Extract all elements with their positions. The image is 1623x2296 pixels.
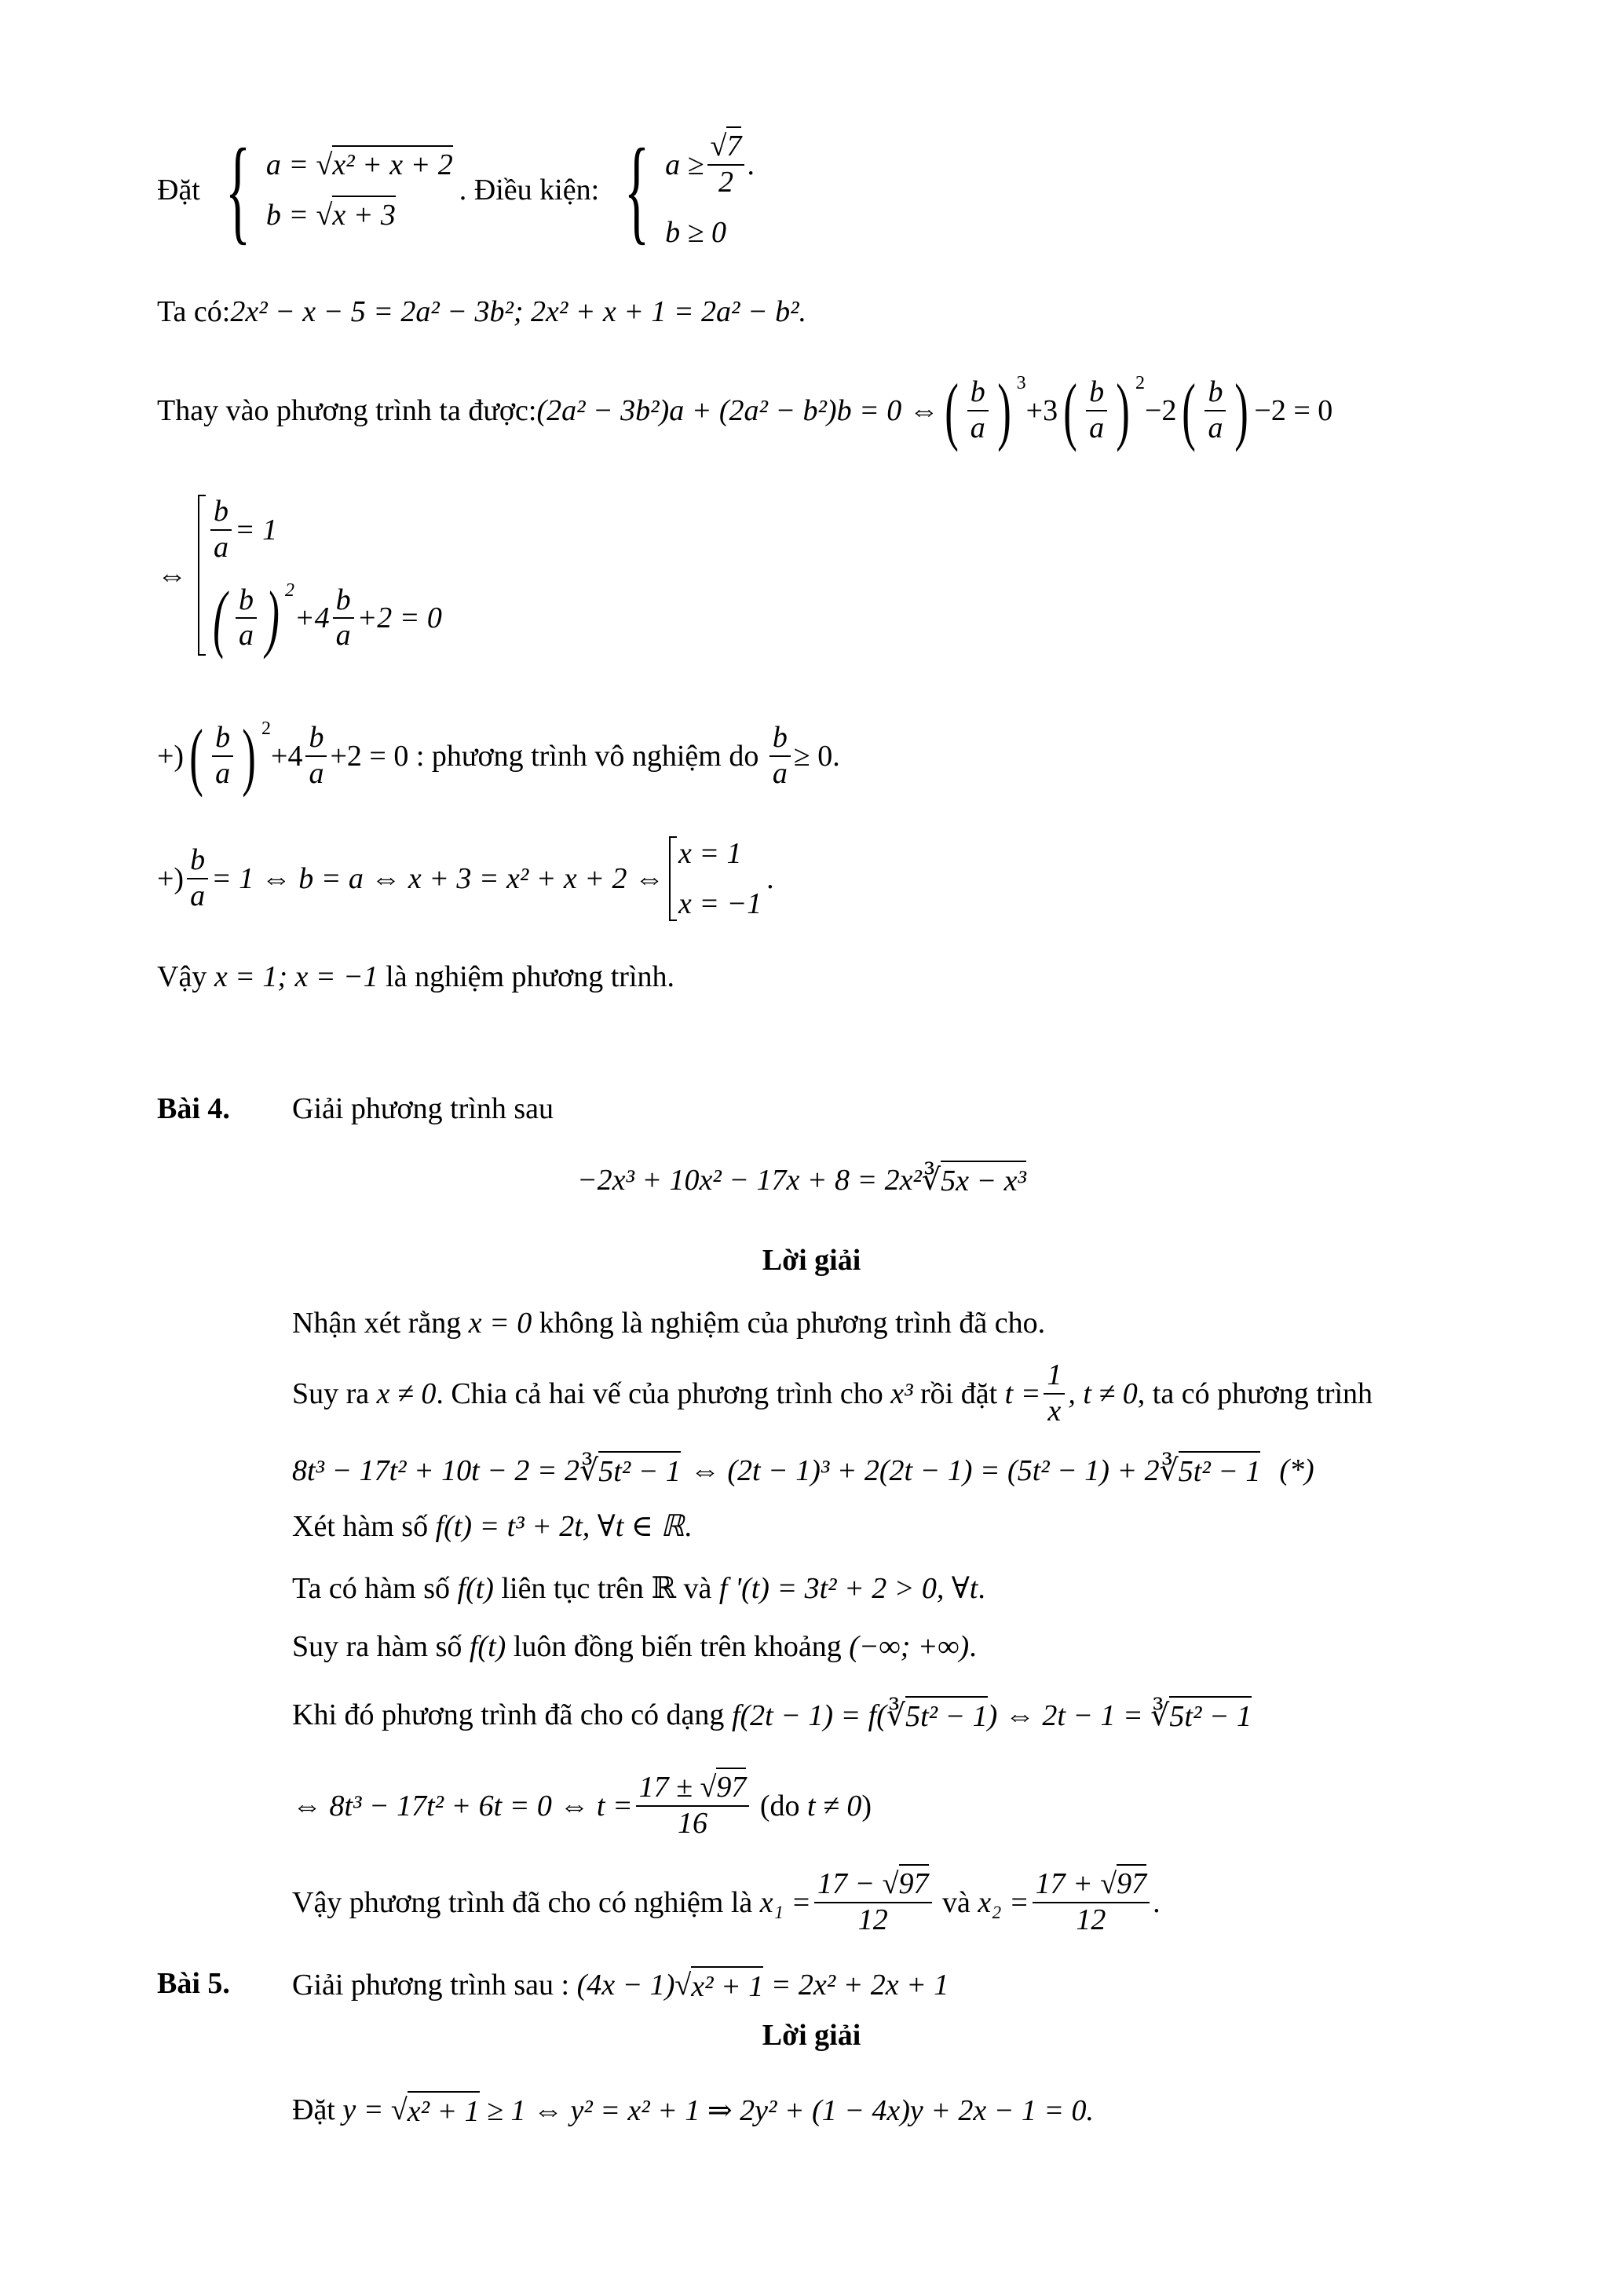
radicand: x² + 1 (408, 2091, 480, 2129)
math: +4 (271, 740, 303, 773)
solution-line (292, 1867, 1161, 1937)
text: Ta có hàm số (292, 1571, 458, 1605)
text: . (684, 1509, 693, 1543)
radicand: 5t² − 1 (1179, 1451, 1261, 1489)
problem-5-label: Bài 5. (157, 1967, 230, 2000)
math: y = √ (342, 2093, 408, 2126)
problem-4-title: Giải phương trình sau (292, 1092, 554, 1125)
text: luôn đồng biến trên khoảng (506, 1630, 850, 1663)
exponent: 3 (1016, 373, 1026, 393)
math: a = √ (265, 148, 333, 181)
math: b (305, 721, 327, 757)
text: (do (752, 1789, 807, 1823)
math: 2x² − x − 5 = 2a² − 3b²; 2x² + x + 1 = 2a² − b². (230, 295, 806, 328)
substitute-line: Thay vào phương trình ta được: (2a² − 3b²)a + (2a² − b²)b = 0 ⇔ ( $\frac{b}{a}$ ) $^3$ +3 ( $\frac{b}{a}$ ) $^2$ −2 ( $\frac{b}{a}$ ) −2 = 0 (157, 368, 1333, 452)
equation-tag: (*) (1279, 1453, 1314, 1486)
solution-line (292, 1771, 872, 1841)
text: Xét hàm số (292, 1509, 436, 1543)
math: x₂ = (978, 1885, 1029, 1919)
math: +2 = 0 (356, 601, 442, 635)
math: b (187, 843, 208, 879)
math: +4 (294, 601, 330, 635)
math: f '(t) = 3t² + 2 > 0, ∀t (718, 1572, 978, 1605)
radicand: x² + x + 2 (332, 145, 452, 181)
math: = 1 (235, 513, 278, 547)
ta-co-line (157, 294, 806, 329)
brace: { (623, 124, 650, 255)
math: 1 (1044, 1358, 1065, 1395)
brace: { (225, 124, 251, 255)
math: a (772, 757, 788, 790)
text: và (676, 1571, 719, 1605)
math: b ≥ 0 (665, 216, 727, 250)
text: Nhận xét rằng (292, 1307, 469, 1340)
math: ⇔ (2t − 1)³ + 2(2t − 1) = (5t² − 1) + 2∛ (689, 1453, 1179, 1487)
text: không là nghiệm của phương trình đã cho. (532, 1307, 1046, 1340)
text: . (978, 1571, 985, 1605)
problem-4-label: Bài 4. (157, 1092, 230, 1125)
math: x = 1 (678, 837, 742, 870)
math: 16 (677, 1806, 707, 1840)
math: +3 (1025, 394, 1058, 427)
math: b (769, 721, 791, 757)
solution-heading: Lời giải (762, 1244, 861, 1277)
text: và (934, 1885, 978, 1919)
solution-line (292, 2091, 1094, 2129)
math: (4x − 1)√ (576, 1969, 692, 2002)
solution-line (292, 1508, 692, 1544)
math: f(t) = t³ + 2t, ∀t ∈ ℝ (435, 1510, 685, 1543)
math: x (1047, 1394, 1062, 1428)
radicand: 5x − x³ (941, 1161, 1026, 1198)
problem-5-title (292, 1966, 949, 2004)
math: ⇔ 8t³ − 17t² + 6t = 0 ⇔ t = (292, 1789, 633, 1823)
math: x₁ = (759, 1885, 812, 1919)
radicand: x + 3 (332, 196, 396, 232)
radicand: 97 (716, 1768, 746, 1804)
bracket-line (157, 495, 447, 660)
math: x = 1; x = −1 (214, 960, 378, 993)
solution-line (292, 1696, 1252, 1734)
text: Suy ra hàm số (292, 1630, 470, 1663)
text: . Chia cả hai vế của phương trình cho (436, 1377, 891, 1410)
text: Vậy phương trình đã cho có nghiệm là (292, 1885, 760, 1919)
exponent: 2 (284, 580, 294, 601)
system (266, 148, 453, 232)
math: t = (1004, 1377, 1041, 1410)
text: +) (157, 862, 185, 895)
math: f(2t − 1) = f(∛ (731, 1698, 906, 1732)
radicand: 5t² − 1 (905, 1696, 988, 1734)
math: −2x³ + 10x² − 17x + 8 = 2x²∛ (577, 1163, 941, 1197)
or-bracket (669, 836, 762, 921)
math: , t ≠ 0 (1068, 1377, 1138, 1410)
math: a ≥ (665, 148, 704, 181)
text: ) (861, 1789, 872, 1823)
text: liên tục trên (493, 1571, 652, 1605)
text: Đặt (292, 2093, 343, 2126)
radicand: 5t² − 1 (598, 1451, 681, 1489)
math: a (214, 530, 228, 564)
math: a (1208, 411, 1223, 444)
text: Đặt (157, 173, 200, 207)
conclusion-line (157, 960, 674, 994)
math: 8t³ − 17t² + 10t − 2 = 2∛ (292, 1453, 599, 1487)
math: a (238, 619, 254, 653)
condition-system (665, 130, 755, 250)
math: (−∞; +∞) (849, 1630, 970, 1663)
exponent: 2 (261, 718, 272, 739)
math: −2 (1145, 394, 1177, 427)
text: . Điều kiện: (459, 173, 600, 207)
math: a (1089, 411, 1105, 444)
problem-4-equation (577, 1161, 1026, 1198)
math: √ (710, 130, 727, 163)
math: 17 − √ (817, 1867, 899, 1900)
math: x³ (890, 1377, 913, 1410)
math: 17 ± √ (638, 1771, 717, 1804)
math: b (212, 721, 233, 757)
math: b = √ (265, 198, 333, 232)
math: = 2x² + 2x + 1 (763, 1969, 949, 2002)
text: . (748, 148, 755, 181)
math: b (236, 583, 257, 620)
math: ℝ (651, 1572, 677, 1605)
equiv: ⇔ (157, 558, 187, 592)
exponent: 2 (1135, 373, 1146, 393)
math: a (215, 757, 231, 790)
solution-line (292, 1629, 977, 1664)
text: Suy ra (292, 1377, 377, 1410)
math: t ≠ 0 (806, 1789, 862, 1823)
radicand: 97 (1117, 1864, 1146, 1900)
solution-line (292, 1451, 1314, 1489)
text: : phương trình vô nghiệm do (408, 740, 766, 773)
text: Khi đó phương trình đã cho có dạng (292, 1698, 732, 1731)
math: x = 0 (468, 1307, 532, 1340)
radicand: 5t² − 1 (1169, 1696, 1252, 1734)
math: 17 + √ (1035, 1867, 1117, 1900)
math: a (970, 411, 985, 444)
math: 2 (718, 165, 733, 199)
math: a (190, 879, 206, 912)
text: Thay vào phương trình ta được: (157, 394, 537, 427)
math: ≥ 1 ⇔ y² = x² + 1 ⇒ 2y² + (1 − 4x)y + 2x − 1 = 0. (479, 2093, 1095, 2127)
text: Ta có: (157, 295, 231, 328)
math: b (333, 583, 354, 620)
text: rồi đặt (912, 1377, 1005, 1410)
radicand: x² + 1 (691, 1966, 763, 2004)
math: a (335, 619, 351, 653)
math: b (1204, 375, 1226, 411)
substitution-line (157, 124, 755, 255)
solution-line (292, 1358, 1373, 1428)
solution-heading: Lời giải (762, 2019, 861, 2052)
radicand: 97 (899, 1864, 929, 1900)
math: (2a² − 3b²)a + (2a² − b²)b = 0 ⇔ (536, 394, 939, 427)
math: ≥ 0. (793, 740, 840, 773)
math: 12 (857, 1903, 888, 1936)
or-bracket: $\frac{b}{a}$ = 1 ( $\frac{b}{a}$ ) $^2$ +4 $\frac{b}{a}$ +2 = 0 (198, 495, 442, 656)
math: +2 = 0 (330, 740, 409, 773)
text: . (766, 862, 774, 895)
case-2-line (157, 836, 774, 921)
math: b (967, 375, 989, 411)
math: −2 = 0 (1254, 394, 1333, 427)
math: ) ⇔ 2t − 1 = ∛ (987, 1698, 1170, 1732)
math: b (210, 495, 232, 531)
solution-line (292, 1306, 1045, 1340)
math: 12 (1076, 1903, 1106, 1936)
text: Giải phương trình sau : (292, 1969, 577, 2002)
text: . (969, 1630, 977, 1663)
text: , ta có phương trình (1137, 1377, 1373, 1410)
solution-line (292, 1570, 985, 1606)
text: . (1153, 1885, 1161, 1919)
math: b (1086, 375, 1107, 411)
text: Vậy (157, 960, 214, 993)
math: x ≠ 0 (376, 1377, 437, 1410)
math: a (309, 757, 324, 790)
radicand: 7 (726, 126, 741, 163)
math: f(t) (457, 1571, 494, 1605)
math: = 1 ⇔ b = a ⇔ x + 3 = x² + x + 2 ⇔ (211, 862, 664, 895)
case-1-line: +) ( $\frac{b}{a}$ ) $^2$ +4 $\frac{b}{a}$ +2 = 0 : phương trình vô nghiệm do $\frac{b}{a}$ ≥ 0. (157, 714, 840, 798)
math: f(t) (469, 1630, 506, 1663)
text: là nghiệm phương trình. (378, 960, 675, 993)
text: +) (157, 740, 185, 773)
math: x = −1 (678, 887, 762, 920)
